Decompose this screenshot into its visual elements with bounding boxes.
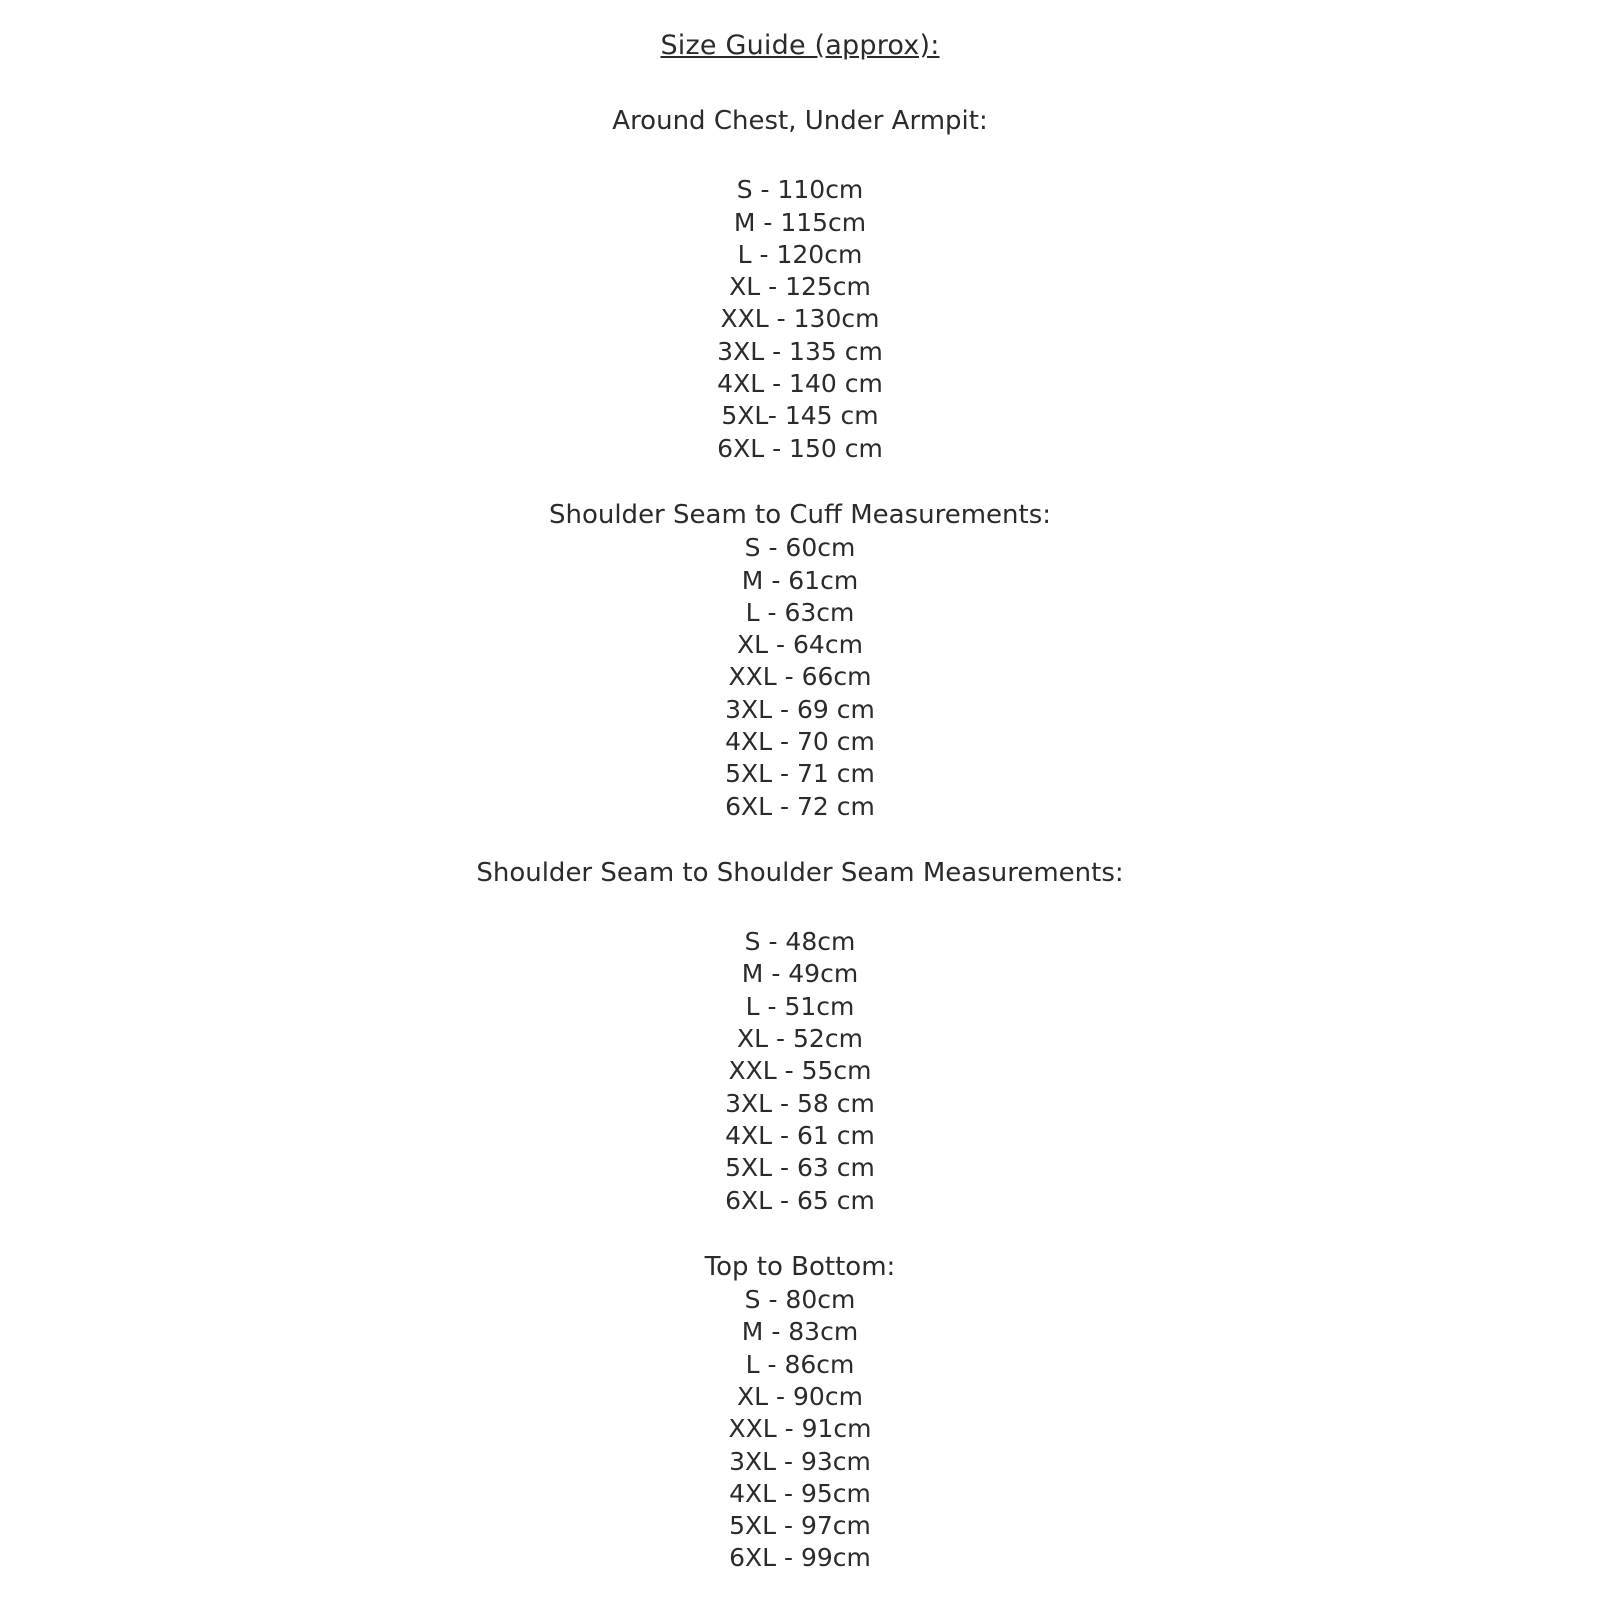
list-item: 6XL - 99cm (729, 1543, 871, 1573)
list-item: XXL - 55cm (728, 1056, 872, 1086)
section-heading: Shoulder Seam to Cuff Measurements: (548, 499, 1052, 530)
list-item: S - 80cm (744, 1285, 856, 1315)
list-item: 4XL - 61 cm (725, 1120, 875, 1150)
list-item: XXL - 130cm (720, 304, 880, 334)
list-item: 3XL - 58 cm (725, 1088, 875, 1118)
list-item: M - 61cm (741, 565, 859, 595)
list-item: 6XL - 72 cm (725, 791, 875, 821)
list-item: S - 48cm (744, 927, 856, 957)
list-item: XXL - 66cm (728, 662, 872, 692)
list-item: XXL - 91cm (728, 1414, 872, 1444)
spacer (0, 138, 1600, 174)
list-item: S - 110cm (736, 175, 864, 205)
list-item: L - 51cm (745, 991, 855, 1021)
section-heading: Top to Bottom: (704, 1251, 896, 1282)
list-item: 6XL - 150 cm (717, 433, 883, 463)
list-item: XL - 125cm (729, 272, 871, 302)
list-item: 4XL - 140 cm (717, 369, 883, 399)
section-heading: Shoulder Seam to Shoulder Seam Measurements: (476, 857, 1124, 888)
measurement-list (0, 532, 1600, 823)
list-item: 5XL - 97cm (729, 1511, 871, 1541)
list-item: L - 63cm (745, 597, 855, 627)
list-item: XL - 52cm (737, 1024, 863, 1054)
list-item: 3XL - 135 cm (717, 336, 883, 366)
list-item: 3XL - 93cm (729, 1446, 871, 1476)
list-item: L - 120cm (737, 239, 863, 269)
list-item: 3XL - 69 cm (725, 694, 875, 724)
list-item: 5XL - 71 cm (725, 759, 875, 789)
list-item: 4XL - 95cm (729, 1478, 871, 1508)
list-item: M - 115cm (733, 207, 867, 237)
section-shoulder-to-cuff (0, 499, 1600, 823)
section-shoulder-to-shoulder (0, 857, 1600, 1217)
list-item: S - 60cm (744, 533, 856, 563)
list-item: M - 49cm (741, 959, 859, 989)
list-item: 4XL - 70 cm (725, 726, 875, 756)
list-item: XL - 90cm (737, 1381, 863, 1411)
spacer (0, 465, 1600, 499)
page-title: Size Guide (approx): (660, 30, 940, 61)
section-top-to-bottom (0, 1251, 1600, 1575)
list-item: 5XL - 63 cm (725, 1153, 875, 1183)
list-item: 6XL - 65 cm (725, 1185, 875, 1215)
list-item: XL - 64cm (737, 630, 863, 660)
section-heading: Around Chest, Under Armpit: (612, 106, 988, 136)
spacer (0, 823, 1600, 857)
spacer (0, 1217, 1600, 1251)
section-around-chest (0, 105, 1600, 465)
measurement-list (0, 1284, 1600, 1575)
list-item: L - 86cm (745, 1349, 855, 1379)
list-item: M - 83cm (741, 1317, 859, 1347)
spacer (0, 890, 1600, 926)
list-item: 5XL- 145 cm (721, 401, 879, 431)
measurement-list (0, 926, 1600, 1217)
measurement-list (0, 174, 1600, 465)
